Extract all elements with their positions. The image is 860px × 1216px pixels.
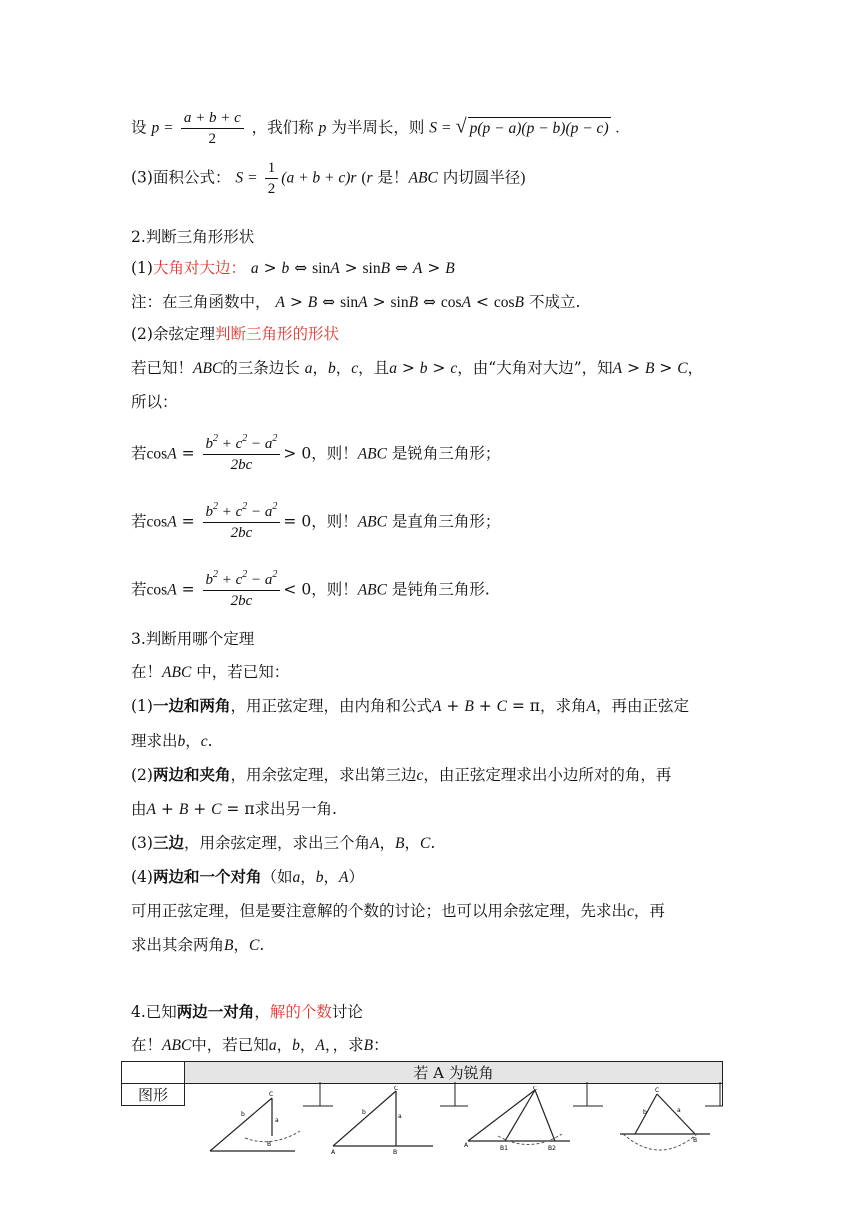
- figure-two-solutions: [460, 1086, 575, 1156]
- svg-text:B: B: [267, 1141, 272, 1148]
- case-three-sides: (3)三边，用余弦定理，求出三个角A，B，C.: [131, 833, 436, 852]
- semiperimeter-line: 设 p = $\frac{a + b + c}{2}$ ，我们称 p 为半周长，则 S = √ p(p − a)(p − b)(p − c) .: [131, 110, 620, 147]
- svg-text:B: B: [693, 1137, 698, 1144]
- svg-text:A: A: [464, 1142, 469, 1149]
- figure-one-solution-equal: [615, 1086, 715, 1156]
- cosine-judge-line: (2)余弦定理判断三角形的形状: [131, 325, 339, 343]
- given-sides-line: 若已知！ABC的三条边长 a，b，c，且a > b > c，由“大角对大边”，知A > B > C，: [131, 359, 704, 377]
- figure-one-solution-right: [328, 1086, 438, 1156]
- svg-text:b: b: [241, 1111, 245, 1118]
- case-two-sides-included: (2)两边和夹角，用余弦定理，求出第三边c，由正弦定理求出小边所对的角，再: [131, 765, 672, 784]
- case-two-sides-opposite: (4)两边和一个对角（如a，b，A）: [131, 867, 365, 886]
- case-four-note: 可用正弦定理，但是要注意解的个数的讨论；也可以用余弦定理，先求出c，再: [131, 902, 665, 920]
- case-two-cont: 由A + B + C = π求出另一角.: [131, 800, 337, 818]
- svg-text:C: C: [269, 1091, 274, 1098]
- right-case: 若cosA = $\frac{b^2 + c^2 - a^2}{2bc}$ = 0，则！ABC 是直角三角形；: [131, 501, 501, 541]
- acute-case: 若cosA = $\frac{b^2 + c^2 - a^2}{2bc}$ > 0，则！ABC 是锐角三角形；: [131, 433, 501, 473]
- area-formula-line: (3)面积公式： S = $\frac{1}{2}$ (a + b + c)r (r 是！ABC 内切圆半径): [131, 160, 526, 197]
- svg-text:B2: B2: [548, 1145, 556, 1152]
- svg-text:a: a: [275, 1117, 279, 1124]
- svg-text:a: a: [398, 1113, 402, 1120]
- section-4-intro: 在！ABC中，若已知a，b，A，，求B：: [131, 1036, 389, 1054]
- so-line: 所以：: [131, 393, 178, 411]
- section-4-heading: 4.已知两边一对角，解的个数讨论: [131, 1002, 363, 1021]
- case-one-cont: 理求出b，c.: [131, 732, 213, 750]
- section-3-heading: 3.判断用哪个定理: [131, 630, 255, 648]
- big-angle-line: (1)大角对大边： a > b ⇔ sinA > sinB ⇔ A > B: [131, 259, 455, 277]
- svg-text:b: b: [643, 1109, 647, 1116]
- svg-text:B1: B1: [500, 1145, 508, 1152]
- section-2-heading: 2.判断三角形形状: [131, 228, 255, 246]
- svg-text:C: C: [533, 1086, 538, 1092]
- svg-text:C: C: [655, 1087, 660, 1094]
- svg-text:b: b: [362, 1109, 366, 1116]
- row-label: 图形: [122, 1084, 185, 1106]
- case-four-note-cont: 求出其余两角B，C.: [131, 936, 265, 954]
- svg-text:A: A: [331, 1149, 336, 1156]
- figure-no-solution: [205, 1086, 305, 1156]
- svg-text:B: B: [393, 1149, 398, 1156]
- section-3-intro: 在！ABC 中，若已知：: [131, 663, 290, 681]
- svg-text:C: C: [394, 1086, 399, 1092]
- note-line: 注：在三角函数中， A > B ⇔ sinA > sinB ⇔ cosA < cosB 不成立.: [131, 293, 581, 311]
- svg-text:a: a: [677, 1107, 681, 1114]
- table-header: 若 A 为锐角: [185, 1062, 723, 1084]
- table-corner-cell: [122, 1062, 185, 1084]
- case-one-side-two-angles: (1)一边和两角，用正弦定理，由内角和公式A + B + C = π，求角A，再由正弦定: [131, 696, 689, 715]
- obtuse-case: 若cosA = $\frac{b^2 + c^2 - a^2}{2bc}$ < 0，则！ABC 是钝角三角形.: [131, 569, 490, 609]
